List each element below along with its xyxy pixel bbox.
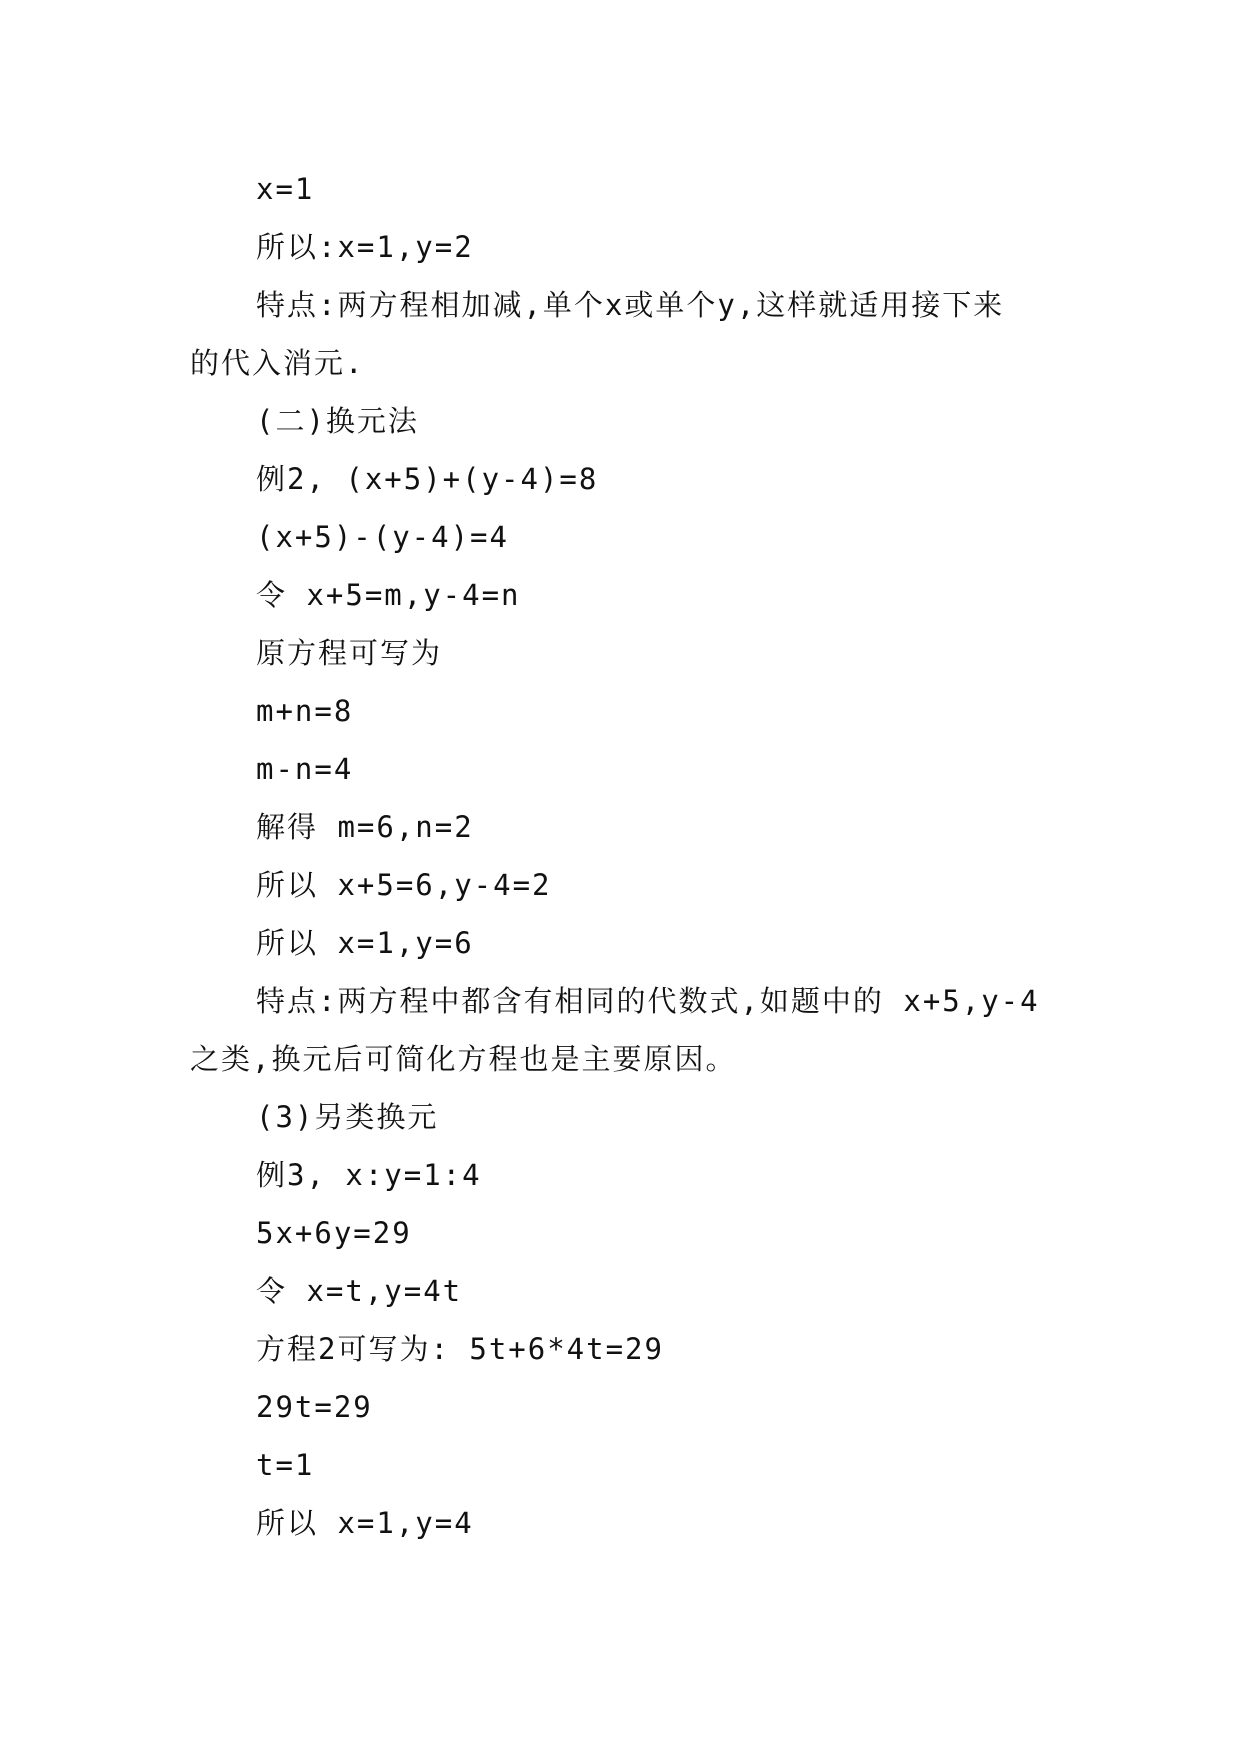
text-line: m-n=4 [256,752,354,786]
text-line: 例2, (x+5)+(y-4)=8 [256,462,599,496]
text-line: 特点:两方程中都含有相同的代数式,如题中的 x+5,y-4 [256,984,1040,1018]
text-line: 解得 m=6,n=2 [256,810,474,844]
document-body [190,160,1060,1552]
text-line: x=1 [256,172,315,206]
section-heading: (3)另类换元 [256,1100,439,1134]
text-line: 令 x=t,y=4t [256,1274,463,1308]
text-line: 特点:两方程相加减,单个x或单个y,这样就适用接下来 [256,288,1005,322]
text-line: 所以 x=1,y=4 [256,1506,474,1540]
section-heading: (二)换元法 [256,404,419,438]
text-line: 所以:x=1,y=2 [256,230,474,264]
text-line: (x+5)-(y-4)=4 [256,520,509,554]
text-line: 之类,换元后可简化方程也是主要原因。 [190,1042,737,1076]
text-line: m+n=8 [256,694,354,728]
text-line: 原方程可写为 [256,636,443,670]
text-line: t=1 [256,1448,315,1482]
text-line: 令 x+5=m,y-4=n [256,578,521,612]
text-line: 的代入消元. [190,346,365,380]
text-line: 方程2可写为: 5t+6*4t=29 [256,1332,664,1366]
text-line: 例3, x:y=1:4 [256,1158,482,1192]
text-line: 所以 x=1,y=6 [256,926,474,960]
text-line: 5x+6y=29 [256,1216,412,1250]
text-line: 所以 x+5=6,y-4=2 [256,868,552,902]
text-line: 29t=29 [256,1390,373,1424]
